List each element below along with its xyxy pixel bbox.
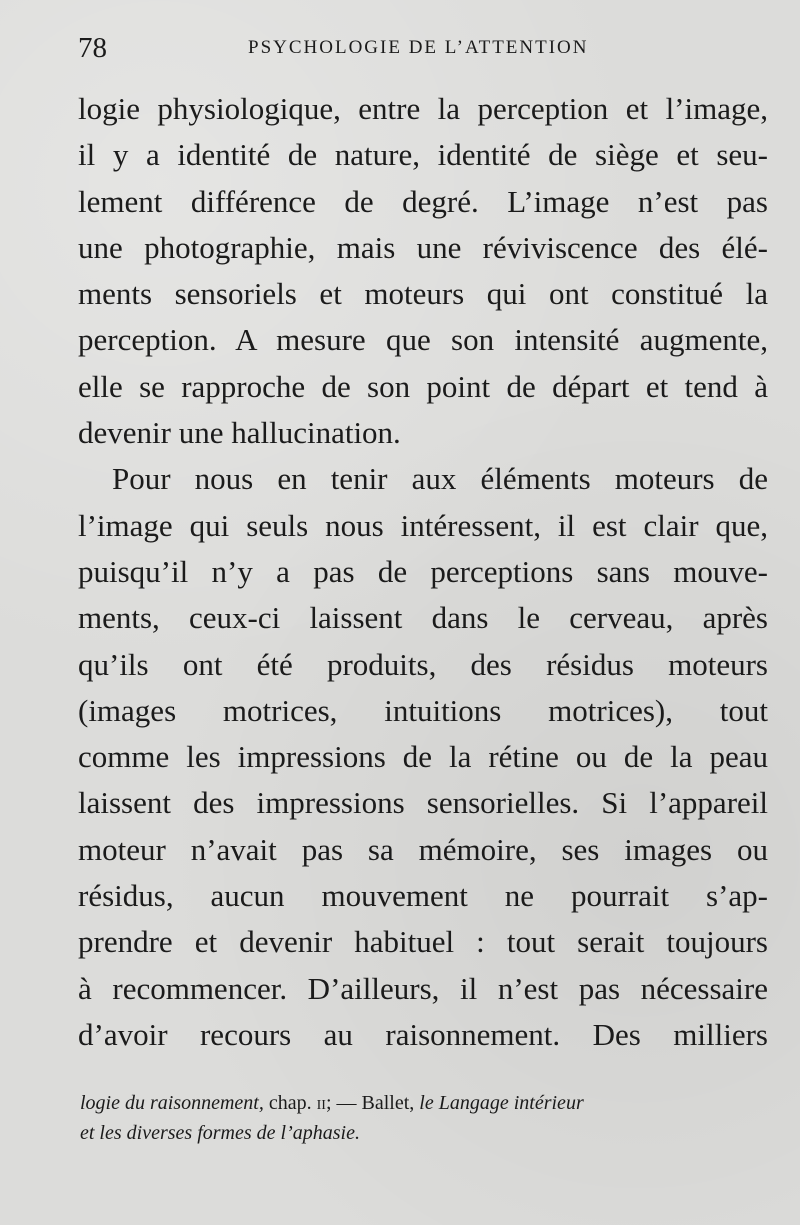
text-line: ments, ceux-ci laissent dans le cerveau, après [78,600,768,636]
text-line: devenir une hallucination. [78,415,401,451]
text-line: ments sensoriels et moteurs qui ont constitué la [78,276,768,312]
footnote-title-italic: logie du raisonnement, [80,1092,264,1114]
text-line: logie physiologique, entre la perception et l’image, [78,91,768,126]
footnote-chapter-number: ii [316,1092,326,1114]
footnote-chapter-label: chap. [263,1092,317,1114]
text-line: une photographie, mais une réviviscence des élé- [78,229,768,265]
page-number: 78 [78,32,107,64]
text-line: à recommencer. D’ailleurs, il n’est pas nécessaire [78,970,768,1006]
footnote-line: et les diverses formes de l’aphasie. [80,1122,360,1144]
text-line: qu’ils ont été produits, des résidus moteurs [78,646,768,682]
text-line: comme les impressions de la rétine ou de la peau [78,739,768,775]
text-line: il y a identité de nature, identité de siège et seu- [78,137,768,173]
text-line: prendre et devenir habituel : tout serait toujours [78,924,768,960]
running-head [78,30,768,66]
text-line: résidus, aucun mouvement ne pourrait s’ap- [78,878,768,914]
footnote-line [80,1088,772,1118]
text-line: Pour nous en tenir aux éléments moteurs de [112,461,768,497]
text-line: moteur n’avait pas sa mémoire, ses images ou [78,831,768,867]
text-line: laissent des impressions sensorielles. Si l’appareil [78,785,768,821]
footnote-work-title: le Langage intérieur [419,1092,584,1114]
body-text [78,86,768,1058]
text-line: perception. A mesure que son intensité augmente, [78,322,768,358]
text-line: lement différence de degré. L’image n’est pas [78,183,768,219]
footnote [80,1088,772,1148]
text-line: puisqu’il n’y a pas de perceptions sans mouve- [78,553,768,589]
text-line: l’image qui seuls nous intéressent, il est clair que, [78,507,768,543]
running-title: PSYCHOLOGIE DE L’ATTENTION [248,37,589,58]
text-line: (images motrices, intuitions motrices), tout [78,692,768,728]
text-line: elle se rapproche de son point de départ et tend à [78,368,768,404]
footnote-author: ; — Ballet, [325,1092,420,1114]
text-line: d’avoir recours au raisonnement. Des milliers [78,1016,768,1052]
